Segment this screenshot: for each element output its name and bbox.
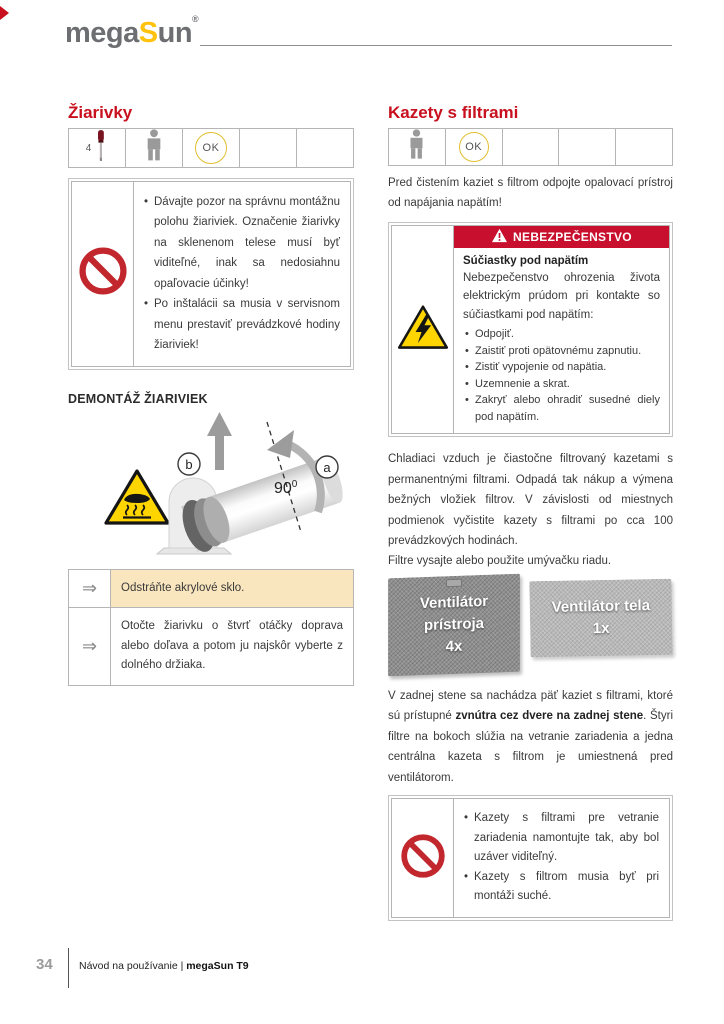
- warning-bullet: • Kazety s filtrom musia byť pri montáži suché.: [462, 868, 659, 907]
- footer-divider: [68, 948, 69, 988]
- prohibition-icon-cell: [72, 182, 134, 366]
- subsection-title-demontaz: DEMONTÁŽ ŽIARIVIEK: [68, 391, 208, 406]
- warning-bullet: • Po inštalácii sa musia v servisnom menu prestaviť prevádzkové hodiny žiariviek!: [142, 294, 340, 355]
- step-text: Otočte žiarivku o štvrť otáčky doprava alebo doľava a potom ju najskôr vyberte z dolného držiaka.: [121, 620, 343, 672]
- alert-triangle-icon: [491, 228, 508, 246]
- filter-label-line: Ventilátor: [419, 593, 489, 613]
- warning-text-cell: [454, 799, 669, 917]
- warning-bullet: • Kazety s filtrami pre vetranie zariadenia namontujte tak, aby bol uzáver viditeľný.: [462, 809, 659, 868]
- step-row: [69, 608, 353, 685]
- page-number: 34: [36, 956, 53, 973]
- danger-description: Nebezpečenstvo ohrozenia života elektrickým prúdom pri kontakte so súčiastkami pod napätím:: [463, 271, 660, 321]
- filter-photos: [388, 576, 673, 678]
- danger-bullet: • Odpojiť.: [463, 326, 660, 343]
- person-cell: [389, 129, 446, 165]
- empty-cell: [559, 129, 616, 165]
- danger-body: [454, 248, 669, 433]
- filter-clip: [446, 579, 462, 588]
- ok-cell: [183, 129, 240, 167]
- section-title-filters: Kazety s filtrami: [388, 103, 519, 122]
- prohibition-icon-cell: [392, 799, 454, 917]
- danger-bullet-list: [463, 326, 660, 425]
- step-row: [69, 570, 353, 609]
- device-fan-filter-photo: [388, 574, 520, 677]
- prohibition-icon: [400, 833, 446, 884]
- screwdriver-icon: [93, 129, 108, 168]
- footer-model-name: megaSun T9: [186, 960, 249, 972]
- cooling-air-paragraph: Chladiaci vzduch je čiastočne filtrovaný kazetami s permanentnými filtrami. Odpadá tak nákup a výmena bežných vložiek filtrov. V závislosti od miestnych podmienok vyčistite kazety s filtrami po cca 100 prevádzkových hodinách.: [388, 453, 673, 547]
- registered-mark: ®: [192, 14, 199, 24]
- megasun-logo: [65, 14, 198, 50]
- filters-warning-box: [388, 795, 673, 921]
- paragraph-segment: . Štyri filtre na bokoch slúžia na vetranie zariadenia a jedna centrálna kazeta s filtrom je umiestnená pred ventilátorom.: [388, 710, 674, 784]
- ok-label: OK: [465, 141, 483, 153]
- rear-wall-paragraph: [388, 686, 673, 788]
- warning-bullet: • Dávajte pozor na správnu montážnu polohu žiariviek. Označenie žiarivky na sklenenom telese musí byť viditeľné, inak sa nedosiahnu opaľovacie účinky!: [142, 192, 340, 294]
- empty-cell: [616, 129, 672, 165]
- danger-bullet: • Uzemnenie a skrat.: [463, 376, 660, 393]
- hot-surface-icon: [106, 471, 168, 523]
- step-arrow-icon: ⇒: [69, 570, 111, 608]
- header-rule: [200, 45, 672, 46]
- danger-bullet: • Zakryť alebo ohradiť susedné diely pod napätím.: [463, 392, 660, 425]
- logo-text-2: un: [157, 17, 193, 49]
- empty-cell: [240, 129, 297, 167]
- label-b: b: [185, 456, 193, 472]
- person-icon: [406, 129, 427, 166]
- filter-label-line: 4x: [445, 637, 463, 656]
- warning-bullet-list: [462, 809, 659, 907]
- person-icon: [143, 129, 165, 168]
- danger-box: [388, 222, 673, 437]
- label-a: a: [323, 459, 331, 475]
- step-text: Odstráňte akrylové sklo.: [111, 570, 353, 608]
- angle-label: $90^0$: [274, 478, 298, 497]
- footer-manual-title: Návod na používanie |: [79, 960, 187, 972]
- danger-header: [454, 226, 669, 248]
- pull-up-arrow: [207, 412, 232, 470]
- lamp-removal-diagram: [68, 410, 354, 561]
- left-column: [68, 103, 354, 686]
- filters-icon-strip: [388, 128, 673, 166]
- logo-text-s: S: [138, 17, 158, 49]
- empty-cell: [297, 129, 353, 167]
- person-cell: [126, 129, 183, 167]
- warning-text-cell: [134, 182, 350, 366]
- paragraph-bold-segment: zvnútra cez dvere na zadnej stene: [455, 710, 644, 723]
- ok-label: OK: [202, 142, 220, 154]
- danger-bullet: • Zistiť vypojenie od napätia.: [463, 359, 660, 376]
- ok-badge: [195, 132, 227, 164]
- ok-badge: [459, 132, 489, 162]
- step-arrow-icon: ⇒: [69, 608, 111, 685]
- empty-cell: [503, 129, 560, 165]
- tool-cell: [69, 129, 126, 167]
- filter-label-line: 1x: [592, 619, 610, 638]
- lamps-icon-strip: [68, 128, 354, 168]
- print-crop-mark: [0, 6, 9, 20]
- danger-bullet: • Zaistiť proti opätovnému zapnutiu.: [463, 343, 660, 360]
- filters-intro-text: Pred čistením kaziet s filtrom odpojte opalovací prístroj od napájania napätím!: [388, 177, 673, 210]
- right-column: [388, 103, 673, 921]
- electric-hazard-cell: [392, 226, 454, 433]
- footer-text: [79, 960, 249, 972]
- warning-bullet-list: [142, 192, 340, 356]
- section-title-lamps: Žiarivky: [68, 103, 133, 122]
- tool-count: 4: [85, 142, 92, 154]
- filter-label-line: prístroja: [424, 614, 484, 635]
- logo-text-1: mega: [65, 17, 139, 49]
- filter-label-line: Ventilátor tela: [551, 596, 651, 616]
- danger-content: [454, 226, 669, 433]
- paragraph-segment: V zadnej stene sa nachádza päť kaziet s filtrami, ktoré sú prístupné: [388, 689, 673, 723]
- lamps-warning-box: [68, 178, 354, 370]
- cleaning-hint-paragraph: Filtre vysajte alebo použite umývačku riadu.: [388, 555, 612, 568]
- danger-header-label: NEBEZPEČENSTVO: [513, 229, 632, 244]
- prohibition-icon: [78, 246, 128, 301]
- body-fan-filter-photo: [529, 579, 672, 657]
- ok-cell: [446, 129, 503, 165]
- steps-table: [68, 569, 354, 686]
- danger-title: Súčiastky pod napätím: [463, 254, 589, 267]
- electric-hazard-icon: [397, 304, 449, 356]
